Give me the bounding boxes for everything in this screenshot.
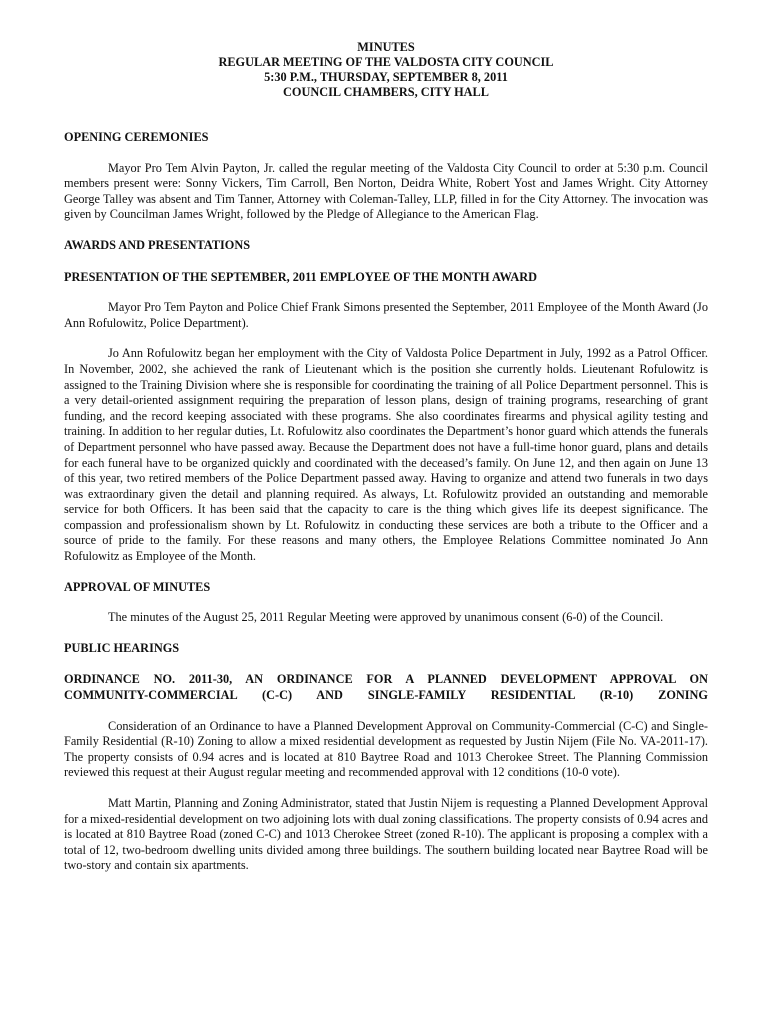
header-location: COUNCIL CHAMBERS, CITY HALL <box>283 85 489 99</box>
ordinance-title-line-2: COMMUNITY-COMMERCIAL (C-C) AND SINGLE-FAMILY RESIDENTIAL (R-10) ZONING <box>64 688 708 703</box>
header-title: MINUTES <box>357 40 415 54</box>
ordinance-paragraph-2: Matt Martin, Planning and Zoning Administrator, stated that Justin Nijem is requesting a Planned Development Approval for a mixed-residential development on two adjoining lots with dual zoning classifications. The property consists of 0.94 acres and is located at 810 Baytree Road (zoned C-C) and 1013 Cherokee Street (zoned R-10). The applicant is proposing a complex with a total of 12, two-bedroom dwelling units divided among three buildings. The southern building located near Baytree Road will be two-story and contain six apartments. <box>64 796 708 873</box>
opening-heading: OPENING CEREMONIES <box>64 130 209 144</box>
opening-paragraph: Mayor Pro Tem Alvin Payton, Jr. called the regular meeting of the Valdosta City Council to order at 5:30 p.m. Council members present were: Sonny Vickers, Tim Carroll, Ben Norton, Deidra White, Robert Yost and James Wright. City Attorney George Talley was absent and Tim Tanner, Attorney with Coleman-Talley, LLP, filled in for the City Attorney. The invocation was given by Councilman James Wright, followed by the Pledge of Allegiance to the American Flag. <box>64 160 708 222</box>
ordinance-paragraph-1: Consideration of an Ordinance to have a Planned Development Approval on Community-Commercial (C-C) and Single-Family Residential (R-10) Zoning to allow a mixed residential development as requested by Justin Nijem (File No. VA-2011-17). The property consists of 0.94 acres and is located at 810 Baytree Road and 1013 Cherokee Street. The Planning Commission reviewed this request at their August regular meeting and recommended approval with 12 conditions (10-0 vote). <box>64 718 708 780</box>
approval-heading: APPROVAL OF MINUTES <box>64 579 211 594</box>
presentation-heading: PRESENTATION OF THE SEPTEMBER, 2011 EMPLOYEE OF THE MONTH AWARD <box>64 269 538 284</box>
header-meeting: REGULAR MEETING OF THE VALDOSTA CITY COUNCIL <box>218 55 554 69</box>
hearings-heading: PUBLIC HEARINGS <box>64 640 180 655</box>
approval-paragraph: The minutes of the August 25, 2011 Regular Meeting were approved by unanimous consent (6-0) of the Council. <box>108 610 664 625</box>
header-time: 5:30 P.M., THURSDAY, SEPTEMBER 8, 2011 <box>264 70 508 84</box>
ordinance-title-line-1: ORDINANCE NO. 2011-30, AN ORDINANCE FOR A PLANNED DEVELOPMENT APPROVAL ON <box>64 672 708 687</box>
ordinance-title <box>64 672 708 703</box>
presentation-paragraph-2: Jo Ann Rofulowitz began her employment with the City of Valdosta Police Department in July, 1992 as a Patrol Officer. In November, 2002, she achieved the rank of Lieutenant which is the position she currently holds. Lieutenant Rofulowitz is assigned to the Training Division where she is responsible for coordinating the training of all Police Department personnel. This is a very detail-oriented assignment requiring the preparation of lesson plans, design of training programs, researching of grant funding, and the record keeping associated with these programs. She also coordinates firearms and physical agility testing and training. In addition to her regular duties, Lt. Rofulowitz also coordinates the Department’s honor guard which attends the funerals of Department personnel who have passed away. Because the Department does not have a full-time honor guard, plans and details for each funeral have to be organized quickly and coordinated with the deceased’s family. On June 12, and then again on June 13 of this year, two retired members of the Police Department passed away. Having to organize and attend two funerals in two days was extraordinary given the detail and planning required. As always, Lt. Rofulowitz provided an outstanding and memorable service for both Officers. It has been said that the capacity to care is the thing which gives life its deepest significance. The compassion and professionalism shown by Lt. Rofulowitz in conducting these services are both a tribute to the Officer and a source of pride to the family. For these reasons and many others, the Employee Relations Committee nominated Jo Ann Rofulowitz as Employee of the Month. <box>64 346 708 564</box>
presentation-paragraph-1: Mayor Pro Tem Payton and Police Chief Frank Simons presented the September, 2011 Employee of the Month Award (Jo Ann Rofulowitz, Police Department). <box>64 300 708 330</box>
document-header <box>64 40 708 100</box>
awards-heading: AWARDS AND PRESENTATIONS <box>64 237 251 252</box>
minutes-page <box>64 40 708 874</box>
